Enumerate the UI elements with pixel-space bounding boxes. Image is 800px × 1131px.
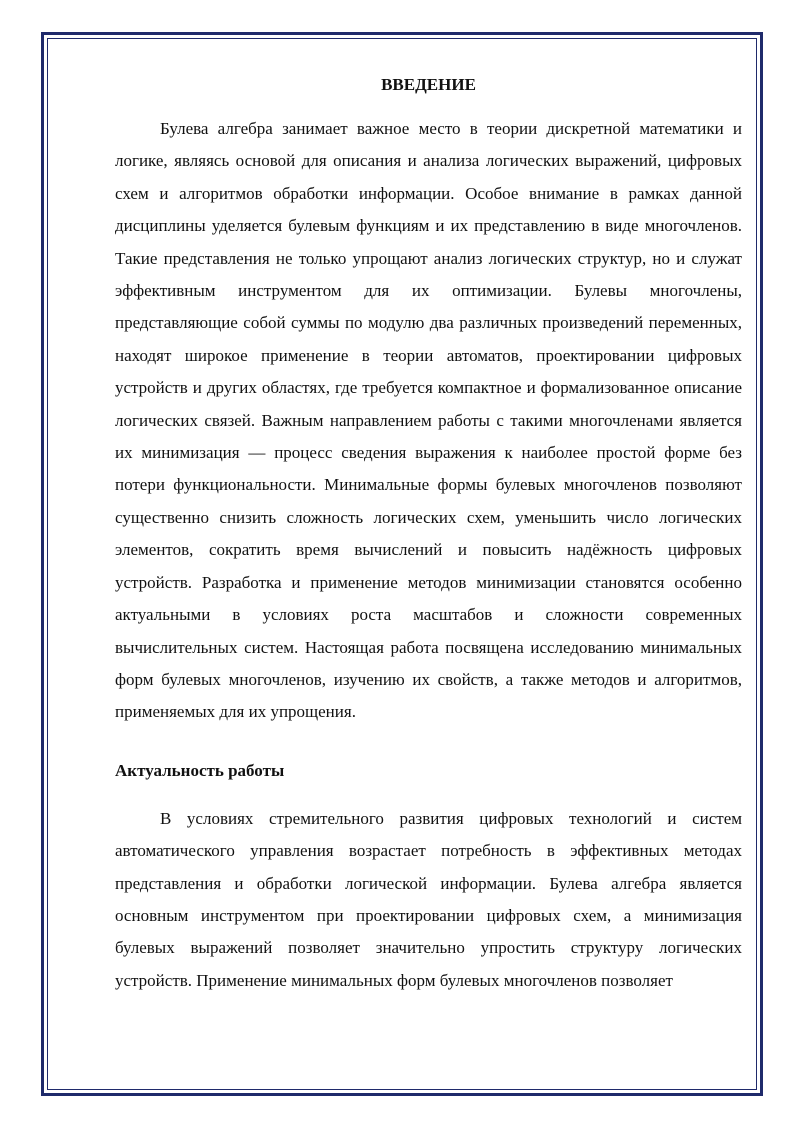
document-body [115,73,742,997]
section-heading-relevance: Актуальность работы [115,760,285,780]
intro-paragraph: Булева алгебра занимает важное место в теории дискретной математики и логике, являясь основой для описания и анализа логических выражений, цифровых схем и алгоритмов обработки информации. Особое внимание в рамках данной дисциплины уделяется булевым функциям и их представлению в виде многочленов. Такие представления не только упрощают анализ логических структур, но и служат эффективным инструментом для их оптимизации. Булевы многочлены, представляющие собой суммы по модулю два различных произведений переменных, находят широкое применение в теории автоматов, проектировании цифровых устройств и других областях, где требуется компактное и формализованное описание логических связей. Важным направлением работы с такими многочленами является их минимизация — процесс сведения выражения к наиболее простой форме без потери функциональности. Минимальные формы булевых многочленов позволяют существенно снизить сложность логических схем, уменьшить число логических элементов, сократить время вычислений и повысить надёжность цифровых устройств. Разработка и применение методов минимизации становятся особенно актуальными в условиях роста масштабов и сложности современных вычислительных систем. Настоящая работа посвящена исследованию минимальных форм булевых многочленов, изучению их свойств, а также методов и алгоритмов, применяемых для их упрощения. [115,119,742,722]
page-title: ВВЕДЕНИЕ [381,75,476,94]
relevance-paragraph: В условиях стремительного развития цифровых технологий и систем автоматического управления возрастает потребность в эффективных методах представления и обработки логической информации. Булева алгебра является основным инструментом при проектировании цифровых схем, а минимизация булевых выражений позволяет значительно упростить структуру логических устройств. Применение минимальных форм булевых многочленов позволяет [115,808,742,990]
